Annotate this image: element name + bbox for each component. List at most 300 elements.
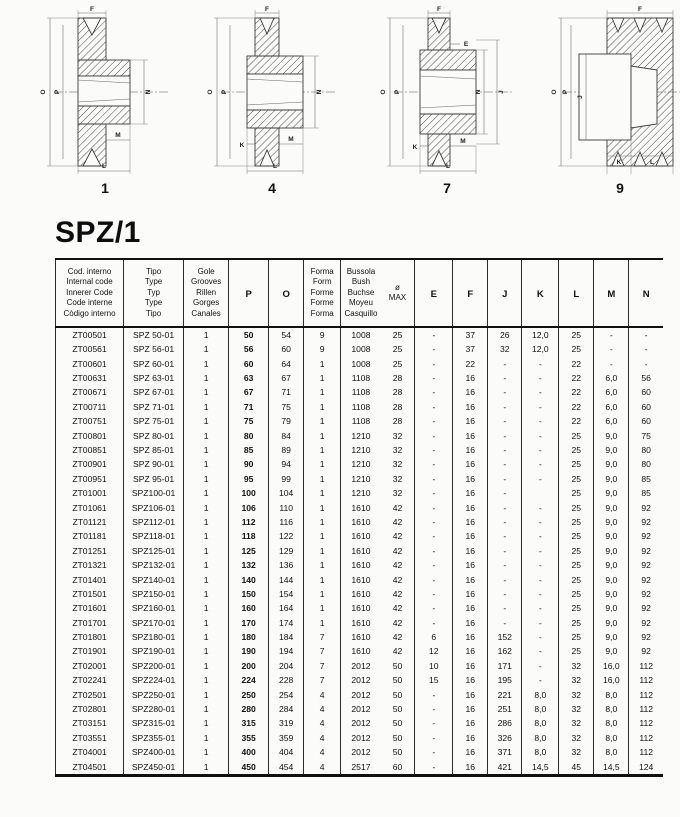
cell-type: SPZ160-01 (124, 601, 184, 615)
cell-form: 7 (304, 645, 341, 659)
cell-f: 16 (453, 501, 488, 515)
cell-dmax: 28 (392, 401, 403, 412)
cell-bush: 1610 (341, 645, 381, 659)
cell-j: - (488, 371, 522, 385)
cell-type: SPZ 56-01 (124, 342, 184, 356)
cell-j: - (488, 400, 522, 414)
col-header-k: K (522, 259, 559, 327)
cell-type: SPZ 90-01 (124, 458, 184, 472)
col-header-o: O (269, 259, 304, 327)
cell-m: 9,0 (594, 443, 629, 457)
cell-f: 16 (453, 688, 488, 702)
cell-grooves: 1 (184, 472, 229, 486)
cell-form: 4 (304, 745, 341, 759)
cell-grooves: 1 (184, 458, 229, 472)
cell-dmax: 28 (392, 373, 403, 384)
cell-internal-code: ZT02001 (56, 659, 124, 673)
cell-f: 16 (453, 458, 488, 472)
cell-f: 16 (453, 544, 488, 558)
cell-l: 25 (559, 515, 594, 529)
cell-l: 32 (559, 673, 594, 687)
cell-l: 25 (559, 529, 594, 543)
cell-bush: 1210 (341, 472, 381, 486)
cell-e: - (415, 760, 453, 776)
cell-f: 16 (453, 371, 488, 385)
cell-p: 224 (229, 673, 269, 687)
cell-m: 16,0 (594, 673, 629, 687)
cell-l: 32 (559, 731, 594, 745)
cell-p: 150 (229, 587, 269, 601)
cell-dmax: 28 (392, 416, 403, 427)
table-row (56, 688, 664, 702)
cell-p: 60 (229, 357, 269, 371)
cell-e: - (415, 573, 453, 587)
cell-internal-code: ZT00801 (56, 429, 124, 443)
cell-internal-code: ZT00901 (56, 458, 124, 472)
dim-label-P: P (54, 89, 61, 95)
cell-p: 140 (229, 573, 269, 587)
dim-label-O: O (207, 89, 214, 95)
col-header-form: Forma Form Forme Forme Forma (304, 259, 341, 327)
table-row (56, 717, 664, 731)
cell-grooves: 1 (184, 702, 229, 716)
cell-grooves: 1 (184, 327, 229, 342)
cell-f: 16 (453, 515, 488, 529)
cell-o: 319 (269, 717, 304, 731)
dim-label-P: P (221, 89, 228, 95)
cell-n: 92 (629, 587, 663, 601)
cell-type: SPZ280-01 (124, 702, 184, 716)
cell-m: 9,0 (594, 645, 629, 659)
cell-o: 404 (269, 745, 304, 759)
cell-n: 92 (629, 515, 663, 529)
cell-bush: 2012 (341, 717, 381, 731)
cell-p: 80 (229, 429, 269, 443)
cell-form: 7 (304, 659, 341, 673)
cell-type: SPZ112-01 (124, 515, 184, 529)
cell-type: SPZ170-01 (124, 616, 184, 630)
cell-o: 129 (269, 544, 304, 558)
cell-m: 9,0 (594, 429, 629, 443)
cell-e: - (415, 327, 453, 342)
cell-bush: 2012 (341, 688, 381, 702)
cell-type: SPZ 80-01 (124, 429, 184, 443)
cell-j: - (488, 529, 522, 543)
cell-form: 1 (304, 501, 341, 515)
col-header-grooves: Gole Grooves Rillen Gorges Canales (184, 259, 229, 327)
header-row (56, 259, 664, 327)
cell-p: 71 (229, 400, 269, 414)
cell-k: - (522, 357, 559, 371)
cell-internal-code: ZT01701 (56, 616, 124, 630)
cell-grooves: 1 (184, 558, 229, 572)
cell-j: - (488, 544, 522, 558)
cell-p: 56 (229, 342, 269, 356)
page-title: SPZ/1 (55, 216, 141, 249)
cell-dmax: 50 (392, 718, 403, 729)
col-header-bush: Bussola Bush Buchse Moyeu Casquillo (341, 259, 381, 327)
cell-grooves: 1 (184, 630, 229, 644)
cell-f: 16 (453, 558, 488, 572)
cell-form: 4 (304, 702, 341, 716)
cell-type: SPZ106-01 (124, 501, 184, 515)
cell-grooves: 1 (184, 745, 229, 759)
table-row (56, 544, 664, 558)
cell-f: 16 (453, 573, 488, 587)
cell-l: 22 (559, 357, 594, 371)
cell-e: - (415, 587, 453, 601)
cell-k: 14,5 (522, 760, 559, 776)
dim-label-F: F (638, 6, 642, 13)
cell-m: 9,0 (594, 472, 629, 486)
cell-bush: 1610 (341, 587, 381, 601)
cell-n: 92 (629, 630, 663, 644)
cell-bush: 1108 (341, 414, 381, 428)
cell-dmax: 42 (392, 617, 403, 628)
cell-o: 454 (269, 760, 304, 776)
table-row (56, 371, 664, 385)
cell-type: SPZ224-01 (124, 673, 184, 687)
cell-k: 8,0 (522, 731, 559, 745)
cell-internal-code: ZT03151 (56, 717, 124, 731)
cell-grooves: 1 (184, 544, 229, 558)
cell-p: 280 (229, 702, 269, 716)
cell-form: 1 (304, 429, 341, 443)
cell-internal-code: ZT00951 (56, 472, 124, 486)
cell-p: 125 (229, 544, 269, 558)
cell-e: - (415, 386, 453, 400)
table-row (56, 501, 664, 515)
cell-f: 16 (453, 717, 488, 731)
dim-label-L: L (273, 163, 277, 170)
cell-l: 32 (559, 717, 594, 731)
cell-form: 1 (304, 616, 341, 630)
table-row (56, 429, 664, 443)
cell-e: - (415, 731, 453, 745)
cell-dmax: 42 (392, 502, 403, 513)
dim-label-O: O (380, 89, 387, 95)
cell-l: 22 (559, 414, 594, 428)
cell-p: 170 (229, 616, 269, 630)
cell-f: 16 (453, 587, 488, 601)
cell-bush: 1108 (341, 386, 381, 400)
cell-form: 1 (304, 400, 341, 414)
cell-m: 14,5 (594, 760, 629, 776)
cell-dmax: 25 (392, 358, 403, 369)
cell-n: 60 (629, 414, 663, 428)
cell-k: - (522, 573, 559, 587)
cell-p: 106 (229, 501, 269, 515)
cell-dmax: 42 (392, 588, 403, 599)
cell-form: 1 (304, 587, 341, 601)
cell-l: 25 (559, 616, 594, 630)
cell-p: 355 (229, 731, 269, 745)
cell-l: 25 (559, 573, 594, 587)
cell-k: - (522, 371, 559, 385)
cell-form: 4 (304, 688, 341, 702)
cell-bush: 1210 (341, 443, 381, 457)
cell-m: - (594, 357, 629, 371)
col-header-p: P (229, 259, 269, 327)
cell-m: 9,0 (594, 486, 629, 500)
cell-grooves: 1 (184, 501, 229, 515)
cell-dmax: 50 (392, 732, 403, 743)
cell-dmax: 50 (392, 704, 403, 715)
cell-n: 112 (629, 659, 663, 673)
pulley-drawings (0, 0, 680, 206)
cell-o: 54 (269, 327, 304, 342)
cell-n: 92 (629, 645, 663, 659)
pulley-form-drawing-7 (372, 4, 522, 196)
cell-j: 251 (488, 702, 522, 716)
cell-e: - (415, 342, 453, 356)
cell-dmax: 42 (392, 632, 403, 643)
cell-bush: 1610 (341, 616, 381, 630)
cell-n: 92 (629, 558, 663, 572)
dim-label-N: N (475, 89, 482, 95)
cell-grooves: 1 (184, 659, 229, 673)
cell-grooves: 1 (184, 673, 229, 687)
cell-k: - (522, 400, 559, 414)
col-header-l: L (559, 259, 594, 327)
pulley-cross-section-4 (197, 4, 347, 176)
cell-k: 8,0 (522, 717, 559, 731)
cell-p: 75 (229, 414, 269, 428)
cell-grooves: 1 (184, 601, 229, 615)
cell-j: - (488, 429, 522, 443)
cell-internal-code: ZT00561 (56, 342, 124, 356)
cell-internal-code: ZT02241 (56, 673, 124, 687)
table-row (56, 443, 664, 457)
cell-n: 80 (629, 458, 663, 472)
cell-k: - (522, 659, 559, 673)
cell-e: - (415, 544, 453, 558)
cell-f: 16 (453, 414, 488, 428)
cell-form: 1 (304, 472, 341, 486)
cell-e: - (415, 745, 453, 759)
cell-e: - (415, 501, 453, 515)
cell-o: 110 (269, 501, 304, 515)
cell-m: 8,0 (594, 731, 629, 745)
cell-f: 16 (453, 731, 488, 745)
dim-label-K: K (239, 142, 245, 149)
table-row (56, 745, 664, 759)
table-row (56, 342, 664, 356)
cell-p: 250 (229, 688, 269, 702)
dim-label-N: N (145, 89, 152, 95)
dim-label-P: P (562, 89, 569, 95)
cell-l: 32 (559, 688, 594, 702)
cell-dmax: 42 (392, 646, 403, 657)
cell-j: - (488, 386, 522, 400)
pulley-hub (420, 50, 476, 134)
cell-j: 421 (488, 760, 522, 776)
dim-label-O: O (40, 89, 47, 95)
cell-form: 1 (304, 371, 341, 385)
cell-f: 16 (453, 429, 488, 443)
cell-type: SPZ125-01 (124, 544, 184, 558)
cell-m: 9,0 (594, 529, 629, 543)
cell-f: 16 (453, 443, 488, 457)
cell-p: 95 (229, 472, 269, 486)
cell-j: - (488, 443, 522, 457)
cell-f: 16 (453, 630, 488, 644)
cell-m: 6,0 (594, 400, 629, 414)
cell-bush: 1108 (341, 371, 381, 385)
cell-j: - (488, 458, 522, 472)
pulley-form-drawing-1 (30, 4, 180, 196)
dim-label-K: K (616, 159, 622, 166)
table-row (56, 386, 664, 400)
cell-e: - (415, 616, 453, 630)
cell-j: 195 (488, 673, 522, 687)
cell-form: 1 (304, 515, 341, 529)
cell-l: 25 (559, 472, 594, 486)
cell-internal-code: ZT01121 (56, 515, 124, 529)
cell-j: - (488, 573, 522, 587)
cell-o: 359 (269, 731, 304, 745)
cell-e: 6 (415, 630, 453, 644)
cell-p: 100 (229, 486, 269, 500)
pulley-hub (247, 56, 303, 128)
cell-bush: 1008 (341, 342, 381, 356)
cell-type: SPZ 95-01 (124, 472, 184, 486)
cell-internal-code: ZT01401 (56, 573, 124, 587)
cell-j: - (488, 601, 522, 615)
cell-form: 1 (304, 558, 341, 572)
cell-type: SPZ132-01 (124, 558, 184, 572)
table-row (56, 616, 664, 630)
cell-grooves: 1 (184, 371, 229, 385)
cell-k: - (522, 558, 559, 572)
cell-internal-code: ZT04001 (56, 745, 124, 759)
cell-internal-code: ZT01321 (56, 558, 124, 572)
cell-bush: 2012 (341, 702, 381, 716)
cell-f: 16 (453, 645, 488, 659)
cell-bush: 1610 (341, 558, 381, 572)
table-row (56, 630, 664, 644)
cell-o: 104 (269, 486, 304, 500)
dim-label-L: L (102, 163, 106, 170)
cell-dmax: 42 (392, 574, 403, 585)
cell-grooves: 1 (184, 429, 229, 443)
cell-form: 1 (304, 386, 341, 400)
cell-e: 15 (415, 673, 453, 687)
cell-e: - (415, 371, 453, 385)
cell-m: 9,0 (594, 616, 629, 630)
cell-o: 194 (269, 645, 304, 659)
cell-o: 75 (269, 400, 304, 414)
form-number-7: 7 (443, 180, 451, 196)
cell-j: - (488, 357, 522, 371)
cell-k: - (522, 472, 559, 486)
cell-f: 16 (453, 659, 488, 673)
dim-label-L: L (650, 159, 654, 166)
cell-internal-code: ZT01801 (56, 630, 124, 644)
col-header-f: F (453, 259, 488, 327)
cell-n: 85 (629, 486, 663, 500)
cell-e: 12 (415, 645, 453, 659)
cell-j: - (488, 616, 522, 630)
cell-o: 122 (269, 529, 304, 543)
form-number-4: 4 (268, 180, 276, 196)
dim-label-M: M (288, 136, 294, 143)
cell-dmax: 28 (392, 387, 403, 398)
dim-label-K: K (412, 144, 418, 151)
cell-j: - (488, 501, 522, 515)
cell-form: 1 (304, 529, 341, 543)
cell-e: - (415, 414, 453, 428)
cell-o: 184 (269, 630, 304, 644)
cell-j: - (488, 472, 522, 486)
cell-l: 32 (559, 745, 594, 759)
cell-k: 12,0 (522, 342, 559, 356)
cell-m: 9,0 (594, 458, 629, 472)
cell-m: 9,0 (594, 501, 629, 515)
cell-k: 12,0 (522, 327, 559, 342)
col-header-diameter-max: ø MAX (381, 259, 415, 327)
cell-j: - (488, 414, 522, 428)
cell-e: 10 (415, 659, 453, 673)
cell-f: 16 (453, 472, 488, 486)
cell-p: 63 (229, 371, 269, 385)
cell-m: 6,0 (594, 414, 629, 428)
table-row (56, 645, 664, 659)
cell-e: - (415, 601, 453, 615)
cell-grooves: 1 (184, 573, 229, 587)
cell-f: 16 (453, 745, 488, 759)
cell-form: 1 (304, 486, 341, 500)
cell-o: 116 (269, 515, 304, 529)
cell-l: 25 (559, 544, 594, 558)
cell-k: 8,0 (522, 745, 559, 759)
cell-dmax: 42 (392, 603, 403, 614)
cell-l: 22 (559, 371, 594, 385)
col-header-n: N (629, 259, 663, 327)
cell-l: 25 (559, 601, 594, 615)
dim-label-P: P (394, 89, 401, 95)
cell-o: 67 (269, 371, 304, 385)
cell-bush: 1610 (341, 544, 381, 558)
table-row (56, 573, 664, 587)
cell-n: 92 (629, 544, 663, 558)
cell-internal-code: ZT00501 (56, 327, 124, 342)
dim-label-F: F (437, 6, 441, 13)
dim-label-L: L (446, 163, 450, 170)
cell-internal-code: ZT02801 (56, 702, 124, 716)
table-row (56, 731, 664, 745)
cell-n: 60 (629, 400, 663, 414)
cell-type: SPZ100-01 (124, 486, 184, 500)
cell-dmax: 60 (392, 761, 403, 772)
cell-k: - (522, 645, 559, 659)
cell-o: 60 (269, 342, 304, 356)
cell-n: 80 (629, 443, 663, 457)
cell-bush: 1610 (341, 573, 381, 587)
cell-grooves: 1 (184, 414, 229, 428)
cell-j: 326 (488, 731, 522, 745)
cell-j: 171 (488, 659, 522, 673)
cell-form: 4 (304, 731, 341, 745)
cell-m: - (594, 342, 629, 356)
table-row (56, 702, 664, 716)
cell-type: SPZ150-01 (124, 587, 184, 601)
cell-n: - (629, 357, 663, 371)
cell-o: 99 (269, 472, 304, 486)
form-number-9: 9 (616, 180, 624, 196)
cell-p: 450 (229, 760, 269, 776)
cell-type: SPZ 85-01 (124, 443, 184, 457)
